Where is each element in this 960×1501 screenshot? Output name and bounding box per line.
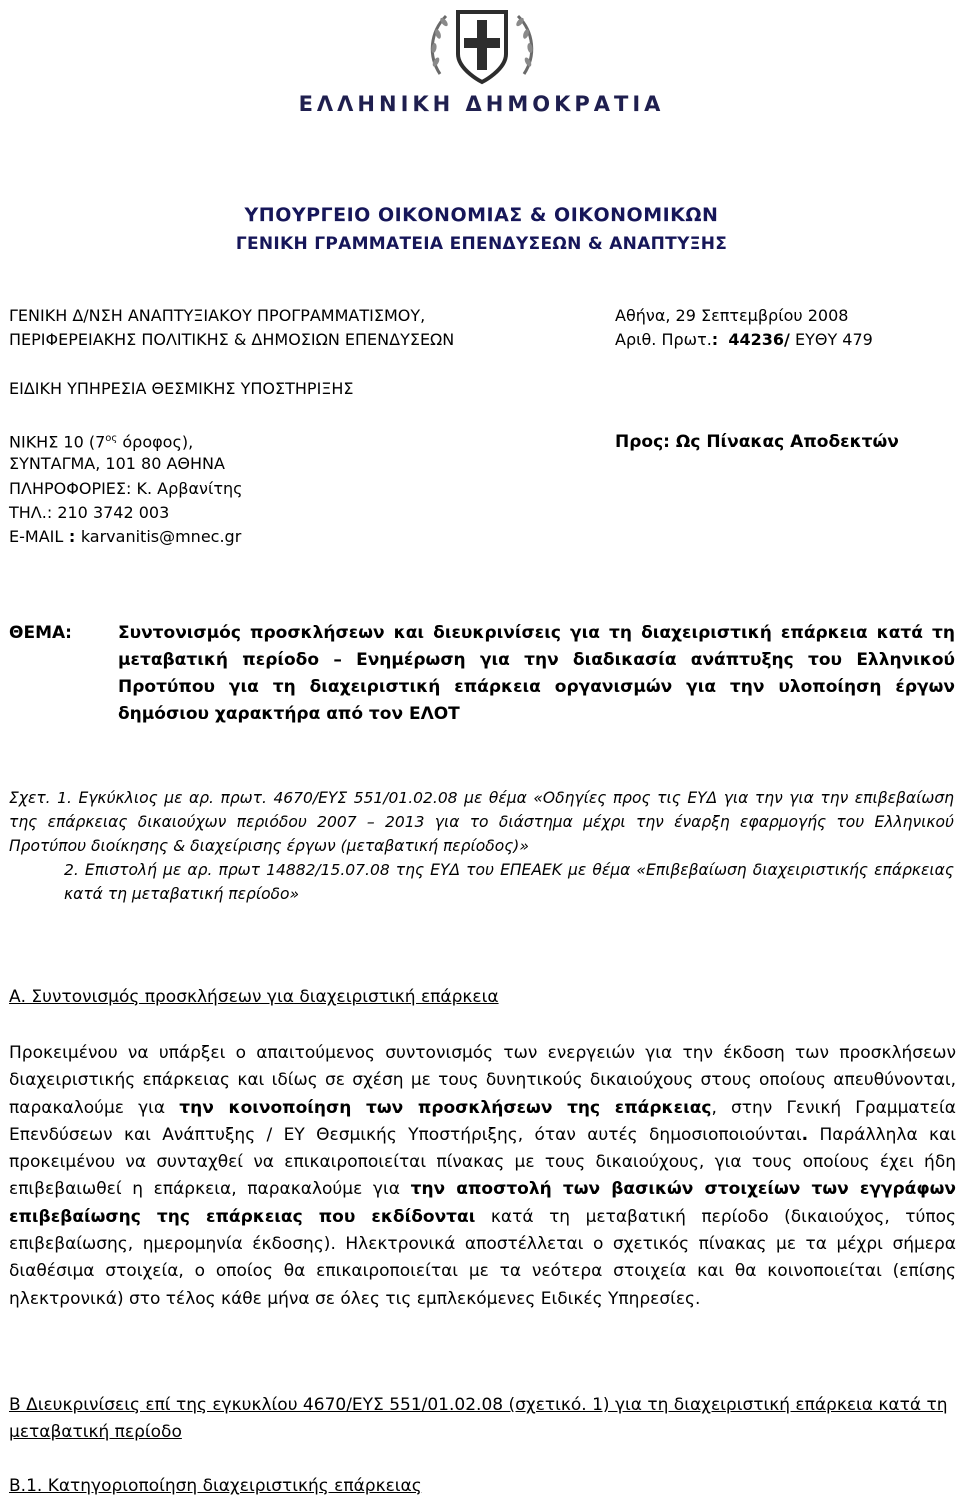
protocol-number (615, 328, 873, 352)
reference-1: Σχετ. 1. Εγκύκλιος με αρ. πρωτ. 4670/ΕΥΣ 551/01.02.08 με θέμα «Οδηγίες προς τις ΕΥΔ για την για την επιβεβαίωση της επάρκειας δικαιούχων περιόδου 2007 – 2013 για το διάστημα μέχρι την έναρξη εφαρμογής του Ελληνικού Προτύπου διοίκησης & διαχείρισης έργων (μεταβατική περίοδος)» (9, 789, 954, 855)
para-text-1: Προκειμένου να υπάρξει ο απαιτούμενος συντονισμός των ενεργειών για την έκδοση των προσκλήσεων διαχειριστικής επάρκειας και ιδίως σε σχέση με τους δυνητικούς δικαιούχους στους οποίους απευθύνονται, παρακαλούμε για (9, 1043, 956, 1118)
recipient-line: Προς: Ως Πίνακας Αποδεκτών (615, 432, 899, 452)
subject-text: Συντονισμός προσκλήσεων και διευκρινίσεις για τη διαχειριστική επάρκεια κατά τη μεταβατική περίοδο – Ενημέρωση για την διαδικασία ανάπτυξης του Ελληνικού Προτύπου για τη διαχειριστική επάρκεια οργανισμών για την υλοποίηση έργων δημόσιου χαρακτήρα από τον ΕΛΟΤ (118, 623, 955, 724)
address-floor-sup: ος (105, 433, 118, 444)
contact-email[interactable] (9, 525, 241, 549)
section-b-heading: Β Διευκρινίσεις επί της εγκυκλίου 4670/ΕΥΣ 551/01.02.08 (σχετικό. 1) για τη διαχειριστική επάρκεια κατά τη μεταβατική περίοδο (9, 1395, 948, 1442)
email-address[interactable]: karvanitis@mnec.gr (80, 527, 242, 546)
para-text-3: Παράλληλα και προκειμένου να συνταχθεί να επικαιροποιείται πίνακας με τους δικαιούχους, για τους οποίους έχει ήδη επιβεβαιωθεί η επάρκεια, παρακαλούμε για (9, 1124, 956, 1200)
service-name: ΕΙΔΙΚΗ ΥΠΗΡΕΣΙΑ ΘΕΣΜΙΚΗΣ ΥΠΟΣΤΗΡΙΞΗΣ (9, 379, 354, 398)
department-line-1: ΓΕΝΙΚΗ Δ/ΝΣΗ ΑΝΑΠΤΥΞΙΑΚΟΥ ΠΡΟΓΡΑΜΜΑΤΙΣΜΟΥ, (9, 306, 426, 325)
protocol-colon: : (711, 330, 719, 349)
logo-ministry-text: ΥΠΟΥΡΓΕΙΟ ΟΙΚΟΝΟΜΙΑΣ & ΟΙΚΟΝΟΜΙΚΩΝ (244, 204, 719, 226)
reference-2: 2. Επιστολή με αρ. πρωτ 14882/15.07.08 της ΕΥΔ του ΕΠΕΑΕΚ με θέμα «Επιβεβαίωση διαχειριστικής επάρκειας κατά τη μεταβατική περίοδο» (64, 861, 954, 903)
email-label: E-MAIL (9, 527, 64, 546)
section-a-paragraph (9, 1040, 956, 1313)
department-line-2: ΠΕΡΙΦΕΡΕΙΑΚΗΣ ΠΟΛΙΤΙΚΗΣ & ΔΗΜΟΣΙΩΝ ΕΠΕΝΔΥΣΕΩΝ (9, 330, 455, 349)
ministry-logo (218, 4, 745, 277)
references-block (9, 786, 954, 906)
section-a-heading: Α. Συντονισμός προσκλήσεων για διαχειριστική επάρκεια (9, 987, 499, 1007)
address-street (9, 427, 193, 454)
protocol-label: Αριθ. Πρωτ. (615, 330, 712, 349)
address-floor-text: όροφος), (117, 432, 194, 452)
para-text-2: , στην Γενική Γραμματεία Επενδύσεων και Ανάπτυξης / ΕΥ Θεσμικής Υποστήριξης, όταν αυτές δημοσιοποιούνται (9, 1097, 956, 1145)
protocol-code: ΕΥΘΥ 479 (794, 330, 873, 349)
logo-secretariat-text: ΓΕΝΙΚΗ ΓΡΑΜΜΑΤΕΙΑ ΕΠΕΝΔΥΣΕΩΝ & ΑΝΑΠΤΥΞΗΣ (235, 234, 728, 254)
letter-date: Αθήνα, 29 Σεπτεμβρίου 2008 (615, 306, 849, 325)
para-bold-1: την κοινοποίηση των προσκλήσεων της επάρκειας (179, 1097, 712, 1118)
contact-info: ΠΛΗΡΟΦΟΡΙΕΣ: Κ. Αρβανίτης (9, 479, 243, 498)
section-b1-heading: Β.1. Κατηγοριοποίηση διαχειριστικής επάρκειας (9, 1476, 422, 1496)
email-colon: : (63, 527, 81, 546)
para-bold-2: . (801, 1124, 809, 1145)
logo-republic-text: ΕΛΛΗΝΙΚΗ ΔΗΜΟΚΡΑΤΙΑ (298, 92, 665, 116)
address-city: ΣΥΝΤΑΓΜΑ, 101 80 ΑΘΗΝΑ (9, 454, 225, 473)
coat-of-arms-icon (422, 4, 542, 90)
protocol-value: 44236/ (728, 330, 790, 349)
para-bold-3: την αποστολή των βασικών στοιχείων των εγγράφων επιβεβαίωσης της επάρκειας που εκδίδονται (9, 1179, 957, 1227)
para-text-4: κατά τη μεταβατική περίοδο (δικαιούχος, τύπος επιβεβαίωσης, ημερομηνία έκδοσης). Ηλεκτρονικά αποστέλλεται ο σχετικός πίνακας με τα μέχρι σήμερα διαθέσιμα στοιχεία, ο οποίος θα επικαιροποιείται με τα νεότερα στοιχεία και θα κοινοποιείται (επίσης ηλεκτρονικά) στο τέλος κάθε μήνα σε όλες τις εμπλεκόμενες Ειδικές Υπηρεσίες. (9, 1206, 956, 1309)
contact-phone: ΤΗΛ.: 210 3742 003 (9, 503, 170, 522)
subject-label: ΘΕΜΑ: (9, 623, 72, 643)
address-street-text: ΝΙΚΗΣ 10 (7 (9, 432, 106, 452)
